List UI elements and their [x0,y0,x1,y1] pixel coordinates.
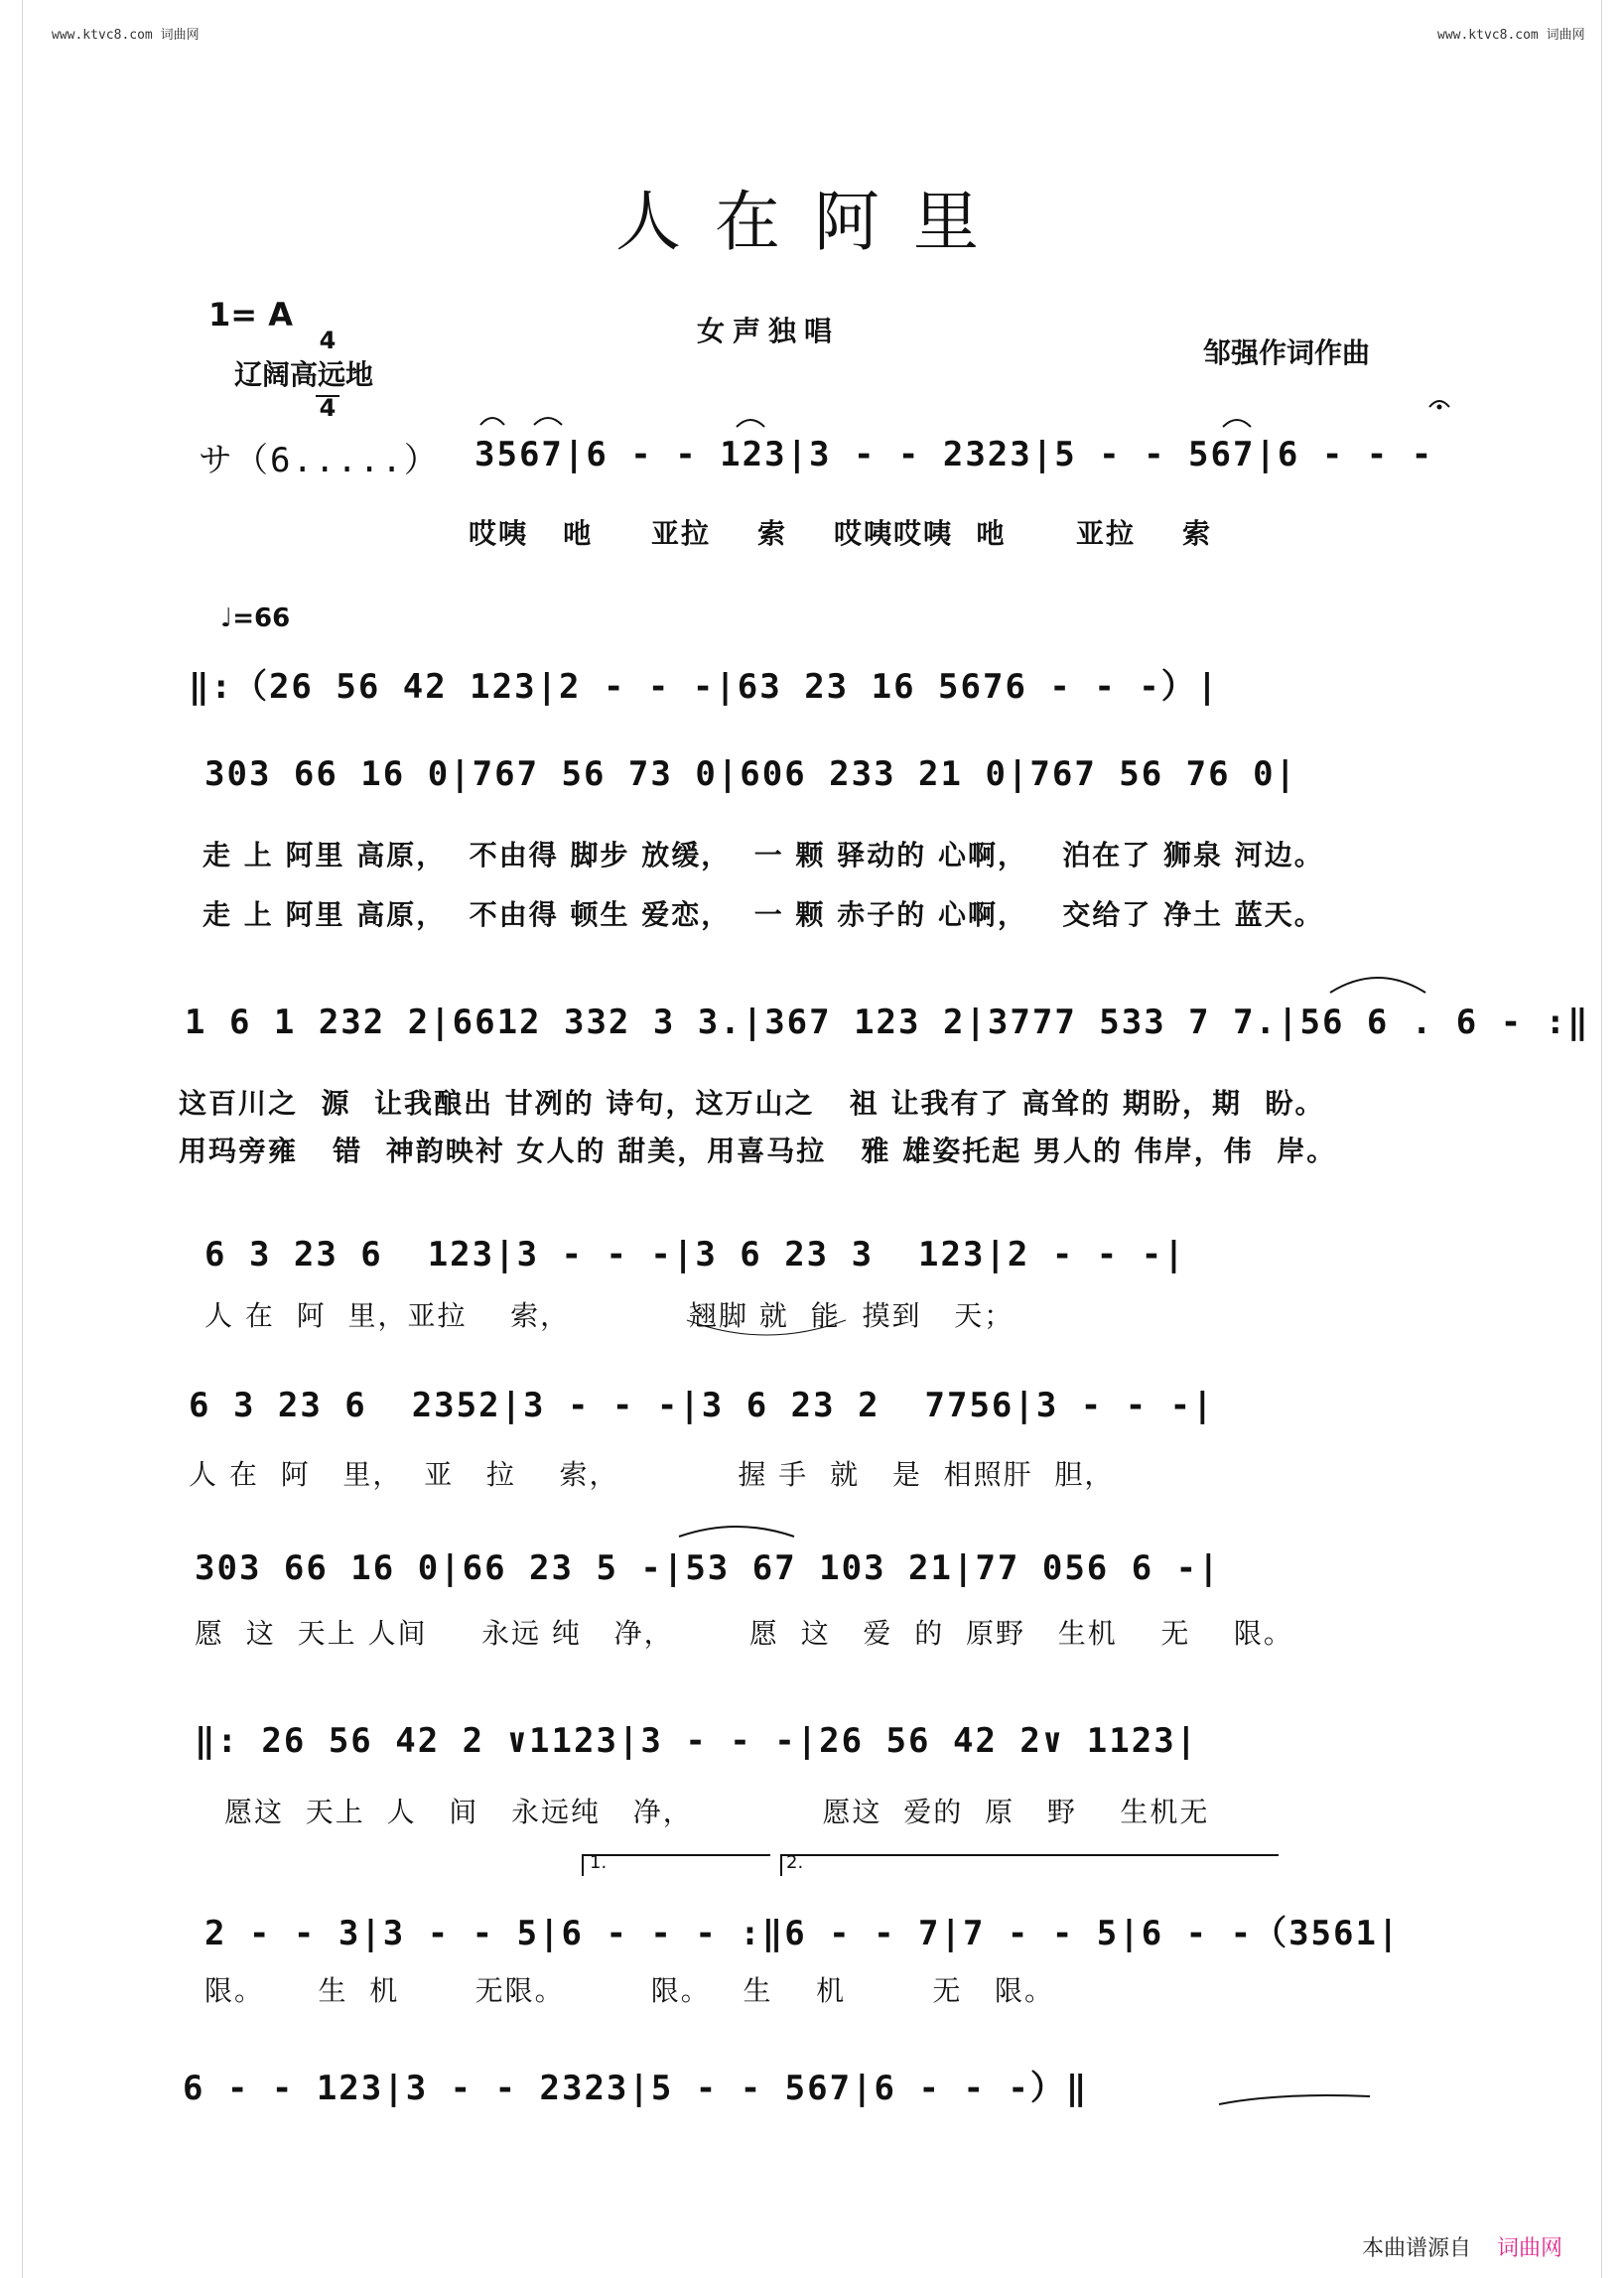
score-line-6-lyrics: 愿 这 天上 人间 永远 纯 净， 愿 这 爱 的 原野 生机 无 限。 [195,1617,1293,1650]
key-signature: 1= A [208,296,293,334]
footer-source-label: 本曲谱源自 [1362,2236,1472,2261]
slur [1219,2095,1370,2104]
score-line-7-lyrics: 愿这 天上 人 间 永远纯 净， 愿这 爱的 原 野 生机无 [224,1796,1210,1828]
score-line-5-notes: 6 3 23 6 2352|3 - - -|3 6 23 2 7756|3 - - -| [189,1386,1215,1425]
slur [679,1527,794,1537]
score-line-3-lyrics-verse-1: 这百川之 源 让我酿出 甘冽的 诗句，这万山之 祖 让我有了 高耸的 期盼，期 盼。 [179,1087,1325,1120]
slur [737,420,764,427]
header-left-site[interactable]: www.ktvc8.com 词曲网 [52,28,200,43]
score-line-5-lyrics: 人 在 阿 里， 亚 拉 索， 握 手 就 是 相照肝 胆， [189,1458,1115,1491]
slur [1330,978,1425,993]
score-line-2-lyrics-verse-2: 走 上 阿里 高原， 不由得 顿生 爱恋， 一 颗 赤子的 心啊， 交给了 净土 蓝天。 [203,898,1324,931]
slur [534,418,562,425]
footer-source-site[interactable]: 词曲网 [1497,2236,1563,2261]
intro-notes: 3567|6 - - 123|3 - - 2323|5 - - 567|6 - - - [474,435,1434,474]
score-line-8-lyrics: 限。 生 机 无限。 限。 生 机 无 限。 [204,1974,1055,2007]
score-line-7-notes: ‖: 26 56 42 2 ∨1123|3 - - -|26 56 42 2∨ 1123| [195,1721,1199,1761]
score-line-3-notes: 1 6 1 232 2|6612 332 3 3.|367 123 2|3777 533 7 7.|56 6 . 6 - :‖ [185,1003,1590,1042]
header-right-site[interactable]: www.ktvc8.com 词曲网 [1437,28,1585,43]
intro-lyrics: 哎咦 吔 亚拉 索 哎咦哎咦 吔 亚拉 索 [469,517,1212,550]
score-line-4-notes: 6 3 23 6 123|3 - - -|3 6 23 3 123|2 - - -| [204,1235,1186,1274]
slur [687,1320,846,1335]
score-line-1-notes: ‖:（26 56 42 123|2 - - -|63 23 16 5676 - - -）| [189,667,1220,707]
volta-2-label: 2. [786,1852,804,1873]
fermata-dot [1437,405,1442,410]
tempo-text: 辽阔高远地 [234,358,374,391]
tempo-marking: ♩=66 [220,603,291,633]
score-line-3-lyrics-verse-2: 用玛旁雍 错 神韵映衬 女人的 甜美，用喜马拉 雅 雄姿托起 男人的 伟岸，伟 岸。 [179,1135,1337,1167]
slur [480,418,504,425]
score-line-8-notes: 2 - - 3|3 - - 5|6 - - - :‖6 - - 7|7 - - 5|6 - -（3561| [204,1914,1401,1953]
score-line-6-notes: 303 66 16 0|66 23 5 -|53 67 103 21|77 056 6 -| [195,1548,1221,1588]
song-title: 人在阿里 [615,184,1013,260]
credits: 邹强作词作曲 [1203,336,1371,369]
intro-prefix: サ（6.....） [199,441,440,480]
performer: 女声独唱 [697,315,841,347]
time-signature-top: 4 [319,327,337,354]
score-line-9-notes: 6 - - 123|3 - - 2323|5 - - 567|6 - - -）‖ [183,2069,1089,2108]
slur [1223,420,1251,427]
score-line-4-lyrics: 人 在 阿 里，亚拉 索， 翘脚 就 能 摸到 天； [204,1299,1015,1332]
score-line-2-notes: 303 66 16 0|767 56 73 0|606 233 21 0|767 56 76 0| [204,754,1298,794]
time-signature-bottom: 4 [316,395,339,419]
score-line-2-lyrics-verse-1: 走 上 阿里 高原， 不由得 脚步 放缓， 一 颗 驿动的 心啊， 泊在了 狮泉 河边。 [203,839,1324,871]
volta-1-label: 1. [590,1852,608,1873]
